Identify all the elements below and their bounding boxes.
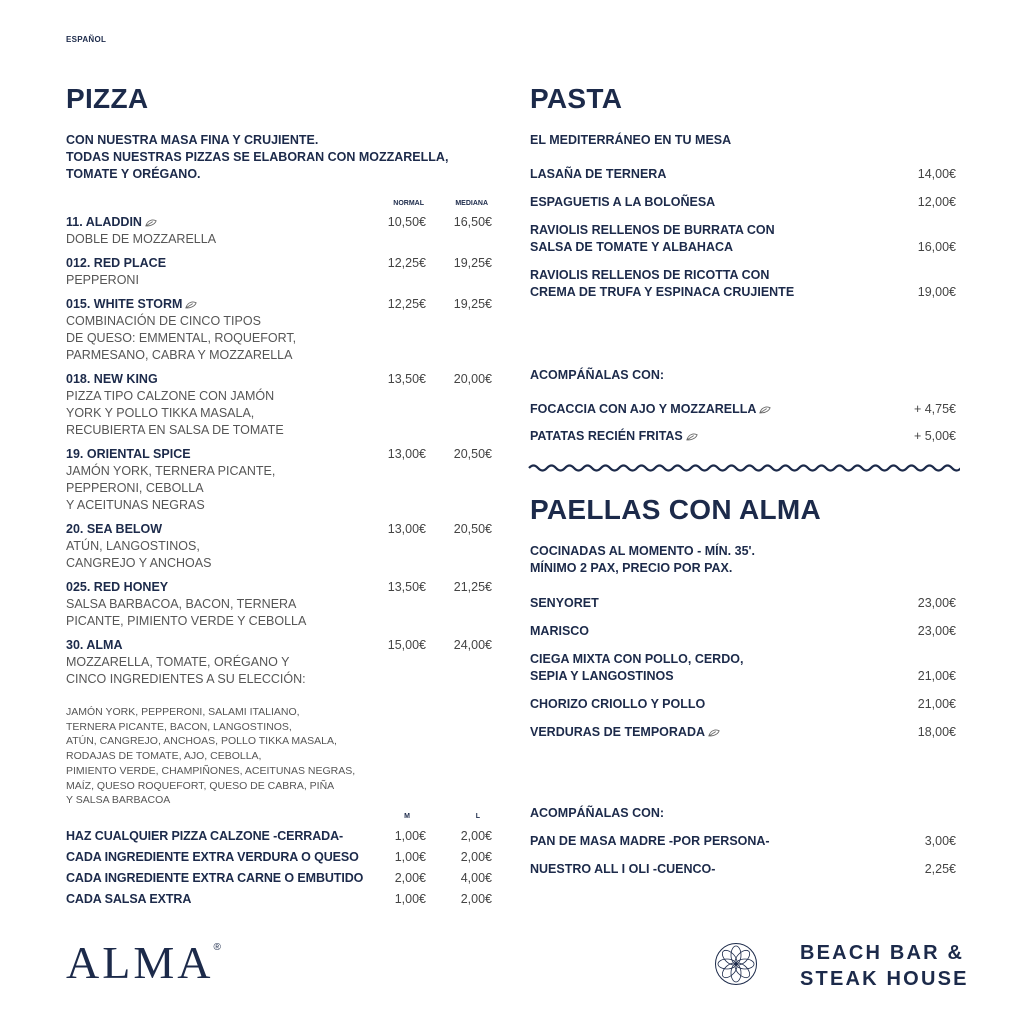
vegetarian-leaf-icon [708, 728, 720, 737]
pizza-description: RECUBIERTA EN SALSA DE TOMATE [66, 423, 284, 437]
item-name-text: LASAÑA DE TERNERA [530, 167, 667, 181]
text-line: ATÚN, CANGREJO, ANCHOAS, POLLO TIKKA MASALA, [66, 735, 337, 748]
item-name-text: RAVIOLIS RELLENOS DE RICOTTA CON [530, 268, 770, 282]
pasta-subtitle [530, 132, 731, 149]
extra-item [66, 870, 494, 891]
pasta-sides-title: ACOMPÁÑALAS CON: [530, 368, 665, 382]
text-line: COCINADAS AL MOMENTO - MÍN. 35'. [530, 544, 755, 558]
text-line: EL MEDITERRÁNEO EN TU MESA [530, 133, 732, 147]
item-name-text: CIEGA MIXTA CON POLLO, CERDO, [530, 652, 744, 666]
item-name-text: ESPAGUETIS A LA BOLOÑESA [530, 195, 716, 209]
pizza-description: JAMÓN YORK, TERNERA PICANTE, [66, 464, 276, 478]
extra-item [66, 828, 494, 849]
pizza-list [66, 214, 494, 695]
item-name [530, 861, 958, 878]
item-price: 21,00€ [917, 697, 956, 711]
price-normal: 13,00€ [387, 522, 426, 536]
menu-item [530, 861, 958, 878]
pasta-sides [530, 401, 958, 455]
item-name-text: VERDURAS DE TEMPORADA [530, 725, 706, 739]
pizza-name [66, 521, 494, 538]
pizza-description: DE QUESO: EMMENTAL, ROQUEFORT, [66, 331, 297, 345]
text-line: STEAK HOUSE [800, 968, 969, 990]
vegetarian-leaf-icon [686, 432, 698, 441]
pasta-title: PASTA [530, 83, 623, 114]
item-price: 12,00€ [917, 195, 956, 209]
pizza-name [66, 371, 494, 388]
item-name-text: SALSA DE TOMATE Y ALBAHACA [530, 240, 734, 254]
text-line: RODAJAS DE TOMATE, AJO, CEBOLLA, [66, 750, 262, 763]
item-price: 16,00€ [917, 240, 956, 254]
item-name [530, 284, 958, 301]
mandala-logo-icon [714, 942, 758, 986]
menu-item [530, 833, 958, 850]
price-normal: 13,50€ [387, 580, 426, 594]
price-l: 2,00€ [460, 829, 492, 843]
pizza-name-text: 025. RED HONEY [66, 580, 169, 594]
pasta-list [530, 166, 958, 312]
text-line: TOMATE Y ORÉGANO. [66, 167, 201, 181]
pizza-item [66, 446, 494, 514]
item-name [530, 222, 958, 239]
price-m: 1,00€ [394, 829, 426, 843]
price-m: 2,00€ [394, 871, 426, 885]
menu-item [530, 724, 958, 741]
wave-divider [528, 462, 960, 474]
col-mediana: MEDIANA [455, 200, 488, 207]
item-name [530, 651, 958, 668]
pizza-name-text: 11. ALADDIN [66, 215, 142, 229]
item-price: + 4,75€ [913, 402, 956, 416]
item-name-text: MARISCO [530, 624, 590, 638]
item-name [530, 833, 958, 850]
price-mediana: 21,25€ [453, 580, 492, 594]
pizza-description: COMBINACIÓN DE CINCO TIPOS [66, 314, 261, 328]
pizza-description: SALSA BARBACOA, BACON, TERNERA [66, 597, 297, 611]
menu-item [530, 401, 958, 418]
price-normal: 15,00€ [387, 638, 426, 652]
pizza-item [66, 579, 494, 630]
menu-item [530, 267, 958, 301]
menu-item [530, 595, 958, 612]
pizza-description: DOBLE DE MOZZARELLA [66, 232, 217, 246]
price-l: 4,00€ [460, 871, 492, 885]
item-name [530, 724, 958, 741]
item-name [530, 194, 958, 211]
pizza-name [66, 214, 494, 231]
item-name [530, 623, 958, 640]
pizza-item [66, 637, 494, 688]
item-name [530, 428, 958, 445]
ingredients-list [66, 705, 355, 808]
menu-item [530, 194, 958, 211]
item-price: + 5,00€ [913, 429, 956, 443]
item-name-text: RAVIOLIS RELLENOS DE BURRATA CON [530, 223, 775, 237]
price-normal: 12,25€ [387, 256, 426, 270]
price-m: 1,00€ [394, 850, 426, 864]
item-name [530, 239, 958, 256]
item-price: 21,00€ [917, 669, 956, 683]
menu-item [530, 166, 958, 183]
price-mediana: 24,00€ [453, 638, 492, 652]
price-m: 1,00€ [394, 892, 426, 906]
menu-item [530, 623, 958, 640]
item-name-text: SENYORET [530, 596, 599, 610]
pizza-name-text: 20. SEA BELOW [66, 522, 163, 536]
pizza-description: Y ACEITUNAS NEGRAS [66, 498, 205, 512]
item-name [530, 668, 958, 685]
vegetarian-leaf-icon [185, 300, 197, 309]
item-name [530, 267, 958, 284]
pizza-name-text: 30. ALMA [66, 638, 123, 652]
price-normal: 10,50€ [387, 215, 426, 229]
pizza-description: ATÚN, LANGOSTINOS, [66, 539, 200, 553]
text-line: JAMÓN YORK, PEPPERONI, SALAMI ITALIANO, [66, 706, 300, 718]
menu-item [530, 651, 958, 685]
pizza-description: CINCO INGREDIENTES A SU ELECCIÓN: [66, 672, 306, 686]
price-mediana: 20,50€ [453, 447, 492, 461]
extra-name: CADA INGREDIENTE EXTRA VERDURA O QUESO [66, 850, 359, 864]
pizza-description: PIZZA TIPO CALZONE CON JAMÓN [66, 389, 275, 403]
pizza-description: PEPPERONI [66, 273, 139, 287]
price-mediana: 19,25€ [453, 256, 492, 270]
paellas-sides [530, 833, 958, 889]
item-name-text: CREMA DE TRUFA Y ESPINACA CRUJIENTE [530, 285, 795, 299]
menu-item [530, 428, 958, 445]
registered-mark: ® [213, 942, 224, 953]
paellas-title: PAELLAS CON ALMA [530, 494, 822, 525]
paellas-list [530, 595, 958, 752]
logo-text: ALMA [66, 937, 214, 988]
item-name-text: NUESTRO ALL I OLI -CUENCO- [530, 862, 716, 876]
col-l: L [475, 813, 480, 820]
price-normal: 13,50€ [387, 372, 426, 386]
pizza-subtitle [66, 132, 448, 183]
price-mediana: 19,25€ [453, 297, 492, 311]
vegetarian-leaf-icon [145, 218, 157, 227]
text-line: TODAS NUESTRAS PIZZAS SE ELABORAN CON MOZZARELLA, [66, 150, 449, 164]
item-price: 23,00€ [917, 624, 956, 638]
language-label: ESPAÑOL [66, 35, 107, 44]
price-mediana: 20,00€ [453, 372, 492, 386]
pizza-description: YORK Y POLLO TIKKA MASALA, [66, 406, 255, 420]
col-m: M [404, 813, 410, 820]
pizza-item [66, 296, 494, 364]
price-normal: 12,25€ [387, 297, 426, 311]
item-name-text: FOCACCIA CON AJO Y MOZZARELLA [530, 402, 757, 416]
item-name-text: CHORIZO CRIOLLO Y POLLO [530, 697, 706, 711]
item-name [530, 401, 958, 418]
price-mediana: 20,50€ [453, 522, 492, 536]
pizza-name-text: 018. NEW KING [66, 372, 158, 386]
text-line: Y SALSA BARBACOA [66, 794, 171, 807]
price-mediana: 16,50€ [453, 215, 492, 229]
tagline [800, 940, 969, 992]
pizza-name [66, 296, 494, 313]
text-line: MAÍZ, QUESO ROQUEFORT, QUESO DE CABRA, PIÑA [66, 779, 335, 792]
pizza-description: CANGREJO Y ANCHOAS [66, 556, 212, 570]
item-price: 23,00€ [917, 596, 956, 610]
col-normal: NORMAL [393, 200, 424, 207]
text-line: CON NUESTRA MASA FINA Y CRUJIENTE. [66, 133, 319, 147]
text-line: TERNERA PICANTE, BACON, LANGOSTINOS, [66, 720, 292, 733]
item-name [530, 595, 958, 612]
menu-item [530, 696, 958, 713]
pizza-name-text: 19. ORIENTAL SPICE [66, 447, 191, 461]
pizza-name [66, 579, 494, 596]
item-price: 19,00€ [917, 285, 956, 299]
extra-item [66, 891, 494, 912]
item-name [530, 166, 958, 183]
text-line: PIMIENTO VERDE, CHAMPIÑONES, ACEITUNAS NEGRAS, [66, 764, 356, 777]
pizza-description: PARMESANO, CABRA Y MOZZARELLA [66, 348, 293, 362]
item-price: 14,00€ [917, 167, 956, 181]
price-l: 2,00€ [460, 850, 492, 864]
pizza-item [66, 371, 494, 439]
item-name-text: PAN DE MASA MADRE -POR PERSONA- [530, 834, 770, 848]
item-price: 18,00€ [917, 725, 956, 739]
extra-name: CADA SALSA EXTRA [66, 892, 192, 906]
item-price: 2,25€ [924, 862, 956, 876]
pizza-name-text: 012. RED PLACE [66, 256, 167, 270]
alma-logo [66, 936, 224, 989]
item-name-text: SEPIA Y LANGOSTINOS [530, 669, 674, 683]
menu-item [530, 222, 958, 256]
pizza-title: PIZZA [66, 83, 149, 114]
pizza-name [66, 637, 494, 654]
item-name [530, 696, 958, 713]
pizza-item [66, 521, 494, 572]
vegetarian-leaf-icon [759, 405, 771, 414]
extra-name: HAZ CUALQUIER PIZZA CALZONE -CERRADA- [66, 829, 344, 843]
extra-item [66, 849, 494, 870]
paellas-sides-title: ACOMPÁÑALAS CON: [530, 806, 665, 820]
pizza-description: MOZZARELLA, TOMATE, ORÉGANO Y [66, 655, 290, 669]
extras-list [66, 828, 494, 912]
extra-name: CADA INGREDIENTE EXTRA CARNE O EMBUTIDO [66, 871, 364, 885]
text-line: BEACH BAR & [800, 942, 965, 964]
item-price: 3,00€ [924, 834, 956, 848]
pizza-name-text: 015. WHITE STORM [66, 297, 183, 311]
pizza-item [66, 214, 494, 248]
pizza-name [66, 255, 494, 272]
pizza-name [66, 446, 494, 463]
text-line: MÍNIMO 2 PAX, PRECIO POR PAX. [530, 561, 733, 575]
pizza-description: PEPPERONI, CEBOLLA [66, 481, 204, 495]
price-l: 2,00€ [460, 892, 492, 906]
item-name-text: PATATAS RECIÉN FRITAS [530, 429, 683, 443]
paellas-subtitle [530, 543, 755, 577]
pizza-item [66, 255, 494, 289]
pizza-description: PICANTE, PIMIENTO VERDE Y CEBOLLA [66, 614, 307, 628]
price-normal: 13,00€ [387, 447, 426, 461]
